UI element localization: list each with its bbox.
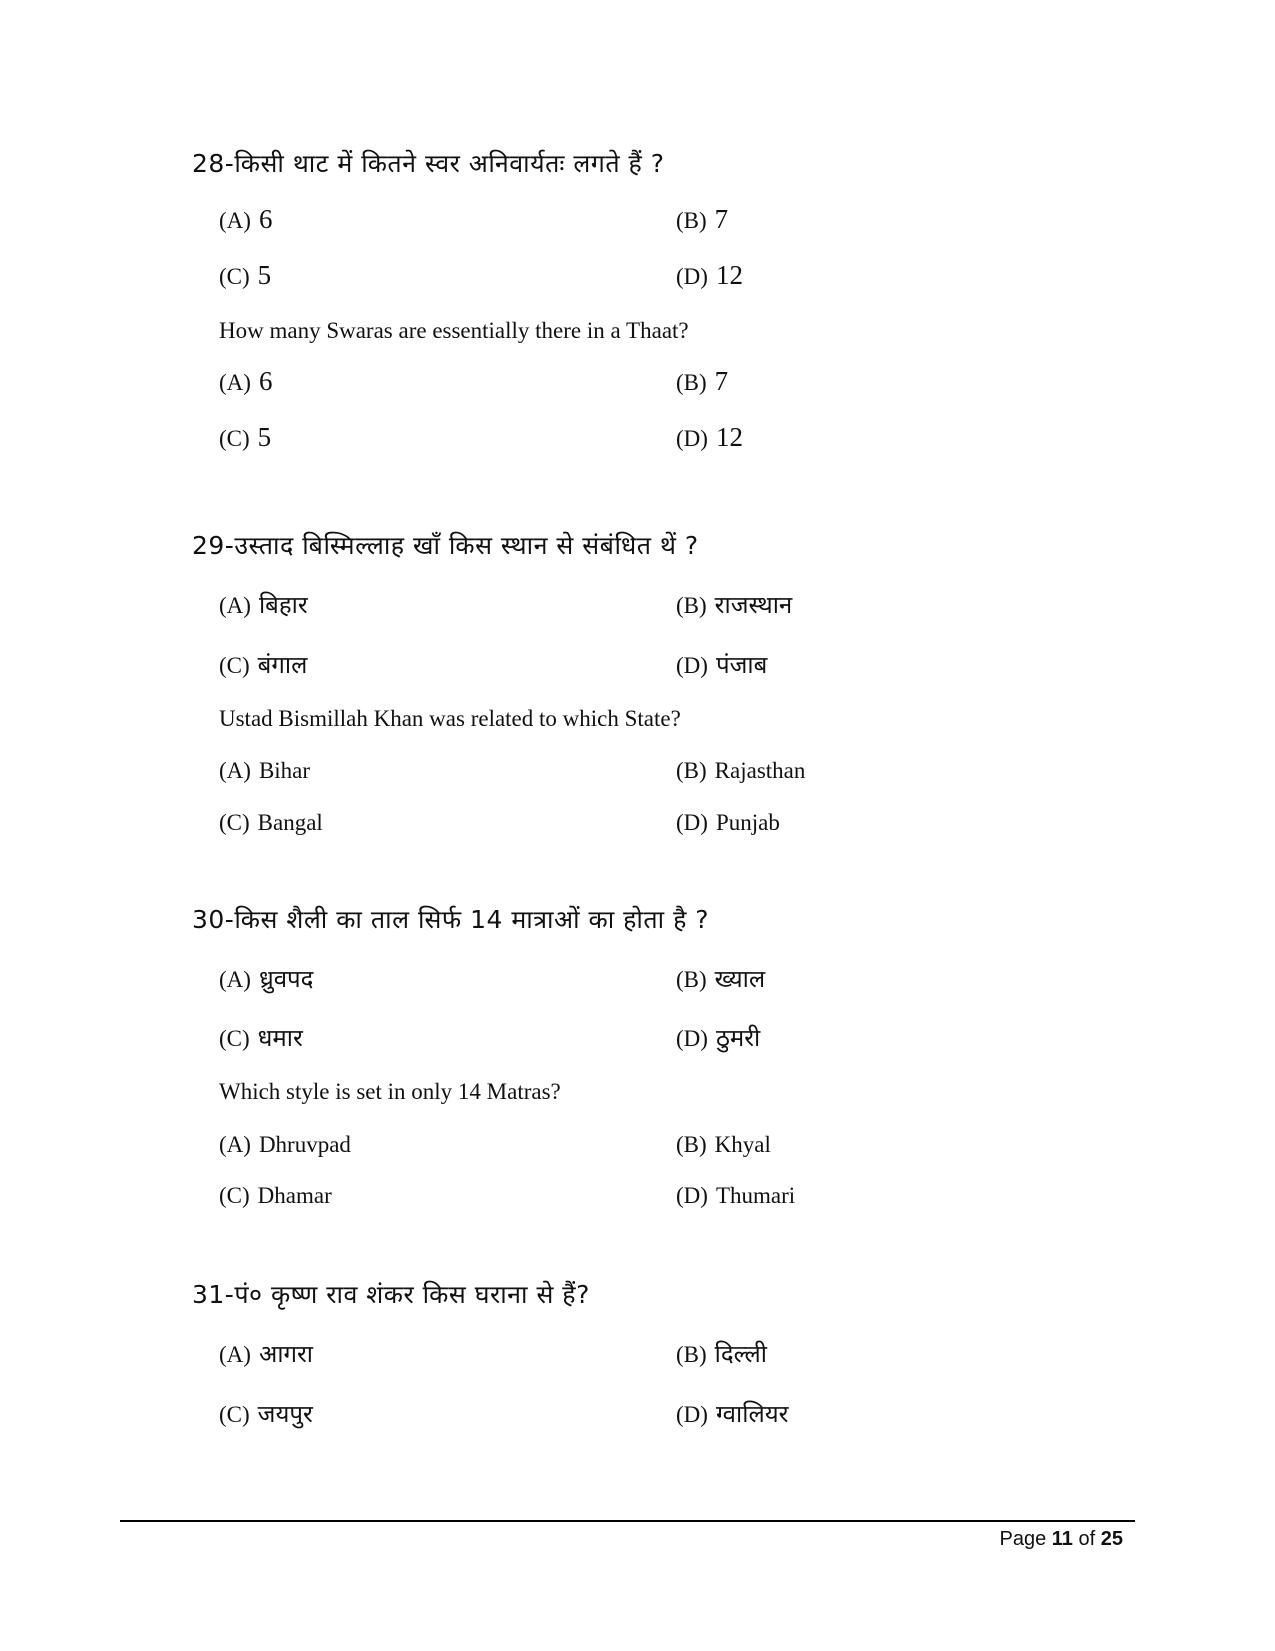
page-number: Page 11 of 25 bbox=[999, 1528, 1123, 1550]
q28-en-option-a: (A) 6 bbox=[219, 366, 273, 396]
q31-hi-option-c: (C) जयपुर bbox=[219, 1400, 313, 1428]
q30-hi-option-d: (D) ठुमरी bbox=[676, 1024, 761, 1052]
question-28-hindi: 28-किसी थाट में कितने स्वर अनिवार्यतः लगते हैं ? bbox=[192, 149, 665, 178]
q30-en-option-a: (A) Dhruvpad bbox=[219, 1132, 351, 1157]
q29-hi-option-d: (D) पंजाब bbox=[676, 651, 768, 679]
q28-hi-option-c: (C) 5 bbox=[219, 260, 272, 290]
question-29-hindi: 29-उस्ताद बिस्मिल्लाह खाँ किस स्थान से संबंधित थें ? bbox=[192, 531, 699, 560]
q30-en-option-b: (B) Khyal bbox=[676, 1132, 771, 1157]
q29-en-option-a: (A) Bihar bbox=[219, 758, 311, 783]
q30-en-option-d: (D) Thumari bbox=[676, 1183, 796, 1208]
question-28-english: How many Swaras are essentially there in a Thaat? bbox=[219, 318, 689, 343]
question-29-english: Ustad Bismillah Khan was related to which State? bbox=[219, 706, 681, 731]
q30-en-option-c: (C) Dhamar bbox=[219, 1183, 332, 1208]
q31-hi-option-a: (A) आगरा bbox=[219, 1340, 314, 1368]
q30-hi-option-b: (B) ख्याल bbox=[676, 965, 766, 993]
q30-hi-option-a: (A) ध्रुवपद bbox=[219, 965, 314, 993]
q29-hi-option-c: (C) बंगाल bbox=[219, 651, 308, 679]
q29-hi-option-b: (B) राजस्थान bbox=[676, 591, 793, 619]
q28-en-option-c: (C) 5 bbox=[219, 422, 272, 452]
footer-divider bbox=[120, 1520, 1135, 1522]
q28-hi-option-d: (D) 12 bbox=[676, 260, 743, 290]
q28-hi-option-b: (B) 7 bbox=[676, 204, 729, 234]
q29-en-option-b: (B) Rajasthan bbox=[676, 758, 806, 783]
q28-en-option-d: (D) 12 bbox=[676, 422, 743, 452]
q29-en-option-d: (D) Punjab bbox=[676, 810, 780, 835]
question-31-hindi: 31-पं० कृष्ण राव शंकर किस घराना से हैं? bbox=[192, 1280, 590, 1309]
q31-hi-option-b: (B) दिल्ली bbox=[676, 1340, 767, 1368]
q28-hi-option-a: (A) 6 bbox=[219, 204, 273, 234]
question-30-hindi: 30-किस शैली का ताल सिर्फ 14 मात्राओं का होता है ? bbox=[192, 905, 710, 934]
q31-hi-option-d: (D) ग्वालियर bbox=[676, 1400, 789, 1428]
q30-hi-option-c: (C) धमार bbox=[219, 1024, 303, 1052]
question-30-english: Which style is set in only 14 Matras? bbox=[219, 1079, 561, 1104]
q29-en-option-c: (C) Bangal bbox=[219, 810, 323, 835]
q28-en-option-b: (B) 7 bbox=[676, 366, 729, 396]
q29-hi-option-a: (A) बिहार bbox=[219, 591, 308, 619]
